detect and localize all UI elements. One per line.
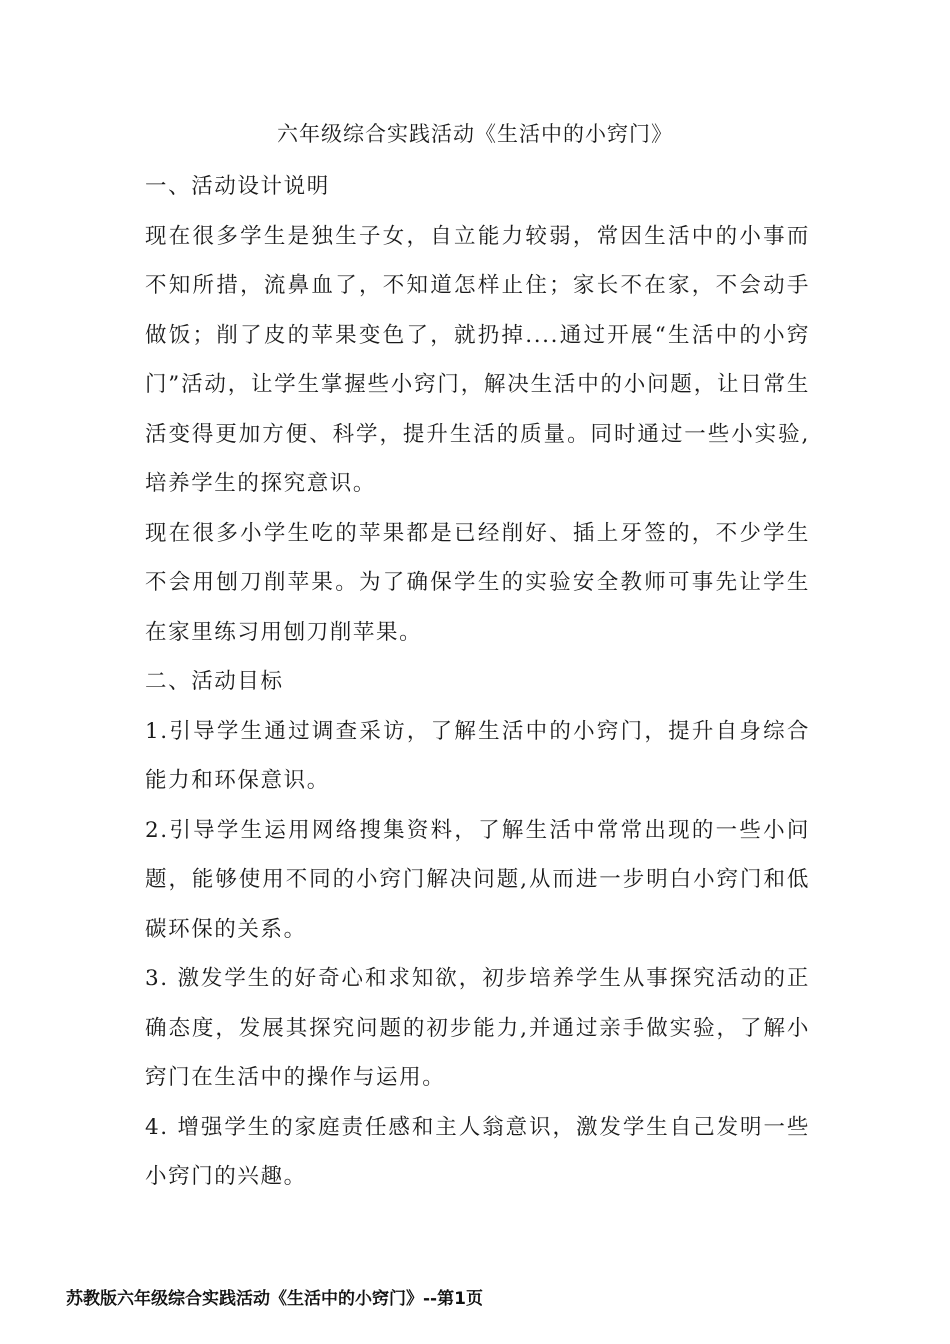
goal-item-4: 4. 增强学生的家庭责任感和主人翁意识，激发学生自己发明一些小窍门的兴趣。 — [145, 1114, 810, 1189]
document-body — [145, 162, 810, 1202]
section-heading-goals: 二、活动目标 — [145, 669, 284, 694]
paragraph-safety-note: 现在很多小学生吃的苹果都是已经削好、插上牙签的，不少学生不会用刨刀削苹果。为了确保学生的实验安全教师可事先让学生在家里练习用刨刀削苹果。 — [145, 520, 810, 645]
section-heading-design: 一、活动设计说明 — [145, 174, 330, 199]
goal-item-3: 3. 激发学生的好奇心和求知欲，初步培养学生从事探究活动的正确态度，发展其探究问题的初步能力,并通过亲手做实验，了解小窍门在生活中的操作与运用。 — [145, 966, 810, 1090]
goal-item-2: 2.引导学生运用网络搜集资料，了解生活中常常出现的一些小问题，能够使用不同的小窍门解决问题,从而进一步明白小窍门和低碳环保的关系。 — [145, 817, 810, 942]
paragraph-design-description: 现在很多学生是独生子女，自立能力较弱，常因生活中的小事而不知所措，流鼻血了，不知道怎样止住；家长不在家，不会动手做饭；削了皮的苹果变色了，就扔掉....通过开展“生活中的小窍门”活动，让学生掌握些小窍门，解决生活中的小问题，让日常生活变得更加方便、科学，提升生活的质量。同时通过一些小实验,培养学生的探究意识。 — [145, 223, 810, 496]
document-title: 六年级综合实践活动《生活中的小窍门》 — [277, 122, 673, 146]
page-footer: 苏教版六年级综合实践活动《生活中的小窍门》--第1页 — [66, 1289, 483, 1309]
goal-item-1: 1.引导学生通过调查采访，了解生活中的小窍门，提升自身综合能力和环保意识。 — [145, 718, 810, 793]
